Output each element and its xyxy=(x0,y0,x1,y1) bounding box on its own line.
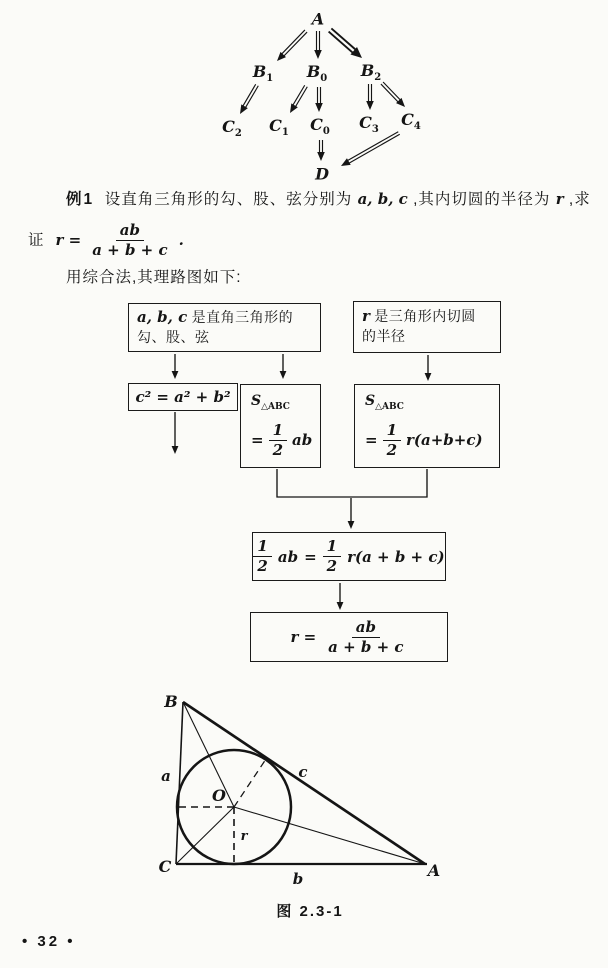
equation-rhs: r(a + b + c) xyxy=(347,547,445,566)
given-r-text2: 的半径 xyxy=(362,328,406,345)
diagram-node-C4: $C_4$ xyxy=(401,109,421,133)
claim-prefix: 证 xyxy=(28,231,45,249)
diagram-node-A: A xyxy=(311,9,325,29)
box-result xyxy=(250,612,448,662)
given-abc-text2: 勾、股、弦 xyxy=(137,329,210,346)
given-r-math: r xyxy=(362,307,370,325)
logic-diagram xyxy=(0,0,608,200)
equation-lhs: ab xyxy=(277,547,299,566)
math-r: r xyxy=(555,190,564,208)
area-r-symbol: $S_{\triangle ABC}$ xyxy=(365,393,404,412)
math-abc: a, b, c xyxy=(357,190,408,208)
diagram-node-C2: $C_2$ xyxy=(222,116,242,140)
area-r-rhs: r(a+b+c) xyxy=(406,431,483,450)
triangle-incircle-figure xyxy=(120,683,480,898)
flow-arrow xyxy=(337,583,344,610)
example-text-b: ,其内切圆的半径为 xyxy=(407,191,556,208)
example-text-c: ,求 xyxy=(563,191,591,208)
diagram-node-C3: $C_3$ xyxy=(359,112,379,136)
example-claim-formula xyxy=(28,221,184,260)
fraction-denominator: a + b + c xyxy=(92,240,168,259)
flow-arrow xyxy=(425,355,432,381)
result-fraction: $\frac{ab}{a + b + c}$ xyxy=(328,617,404,656)
example-text-a: 设直角三角形的勾、股、弦分别为 xyxy=(104,191,358,208)
pythagoras-formula: c² = a² + b² xyxy=(135,388,231,406)
area-ab-eq: = xyxy=(251,431,264,450)
hypotenuse-ab xyxy=(183,702,425,864)
example-label: 例1 xyxy=(66,191,95,208)
given-r-text1: 是三角形内切圆 xyxy=(369,308,476,324)
equation-half-1: $\frac{1}{2}$ xyxy=(253,537,271,576)
claim-fraction xyxy=(88,221,171,260)
area-ab-half: $\frac{1}{2}$ xyxy=(269,421,287,460)
box-pythagoras xyxy=(128,383,238,411)
claim-lhs: r = xyxy=(55,231,82,250)
diagram-node-C1: $C_1$ xyxy=(269,115,289,139)
vertex-c-label: C xyxy=(158,857,172,876)
fraction-numerator: ab xyxy=(116,221,144,241)
side-a-label: a xyxy=(161,767,171,785)
diagram-node-B0: $B_0$ xyxy=(306,61,328,85)
box-given-abc xyxy=(128,303,321,352)
diagram-node-B2: $B_2$ xyxy=(360,60,382,84)
area-ab-symbol: $S_{\triangle ABC}$ xyxy=(251,393,290,412)
vertex-b-label: B xyxy=(164,692,178,711)
claim-period: . xyxy=(178,231,184,250)
flow-arrow xyxy=(172,354,179,379)
radius-r-label: r xyxy=(240,829,248,844)
equation-eq: = xyxy=(304,547,317,566)
box-area-ab xyxy=(240,384,321,468)
given-abc-text1: 是直角三角形的 xyxy=(187,309,294,325)
result-lhs: r = xyxy=(290,628,317,646)
merge-connector xyxy=(277,469,427,497)
vertex-a-label: A xyxy=(427,861,441,880)
flow-arrow xyxy=(172,412,179,454)
given-abc-math: a, b, c xyxy=(137,308,188,326)
diagram-node-D: D xyxy=(315,164,329,184)
side-b-label: b xyxy=(292,870,304,888)
box-area-r xyxy=(354,384,500,468)
area-r-eq: = xyxy=(365,431,378,450)
figure-caption: 图 2.3-1 xyxy=(276,903,344,920)
side-c-label: c xyxy=(298,763,308,781)
flow-arrow xyxy=(348,498,355,529)
equation-half-2: $\frac{1}{2}$ xyxy=(323,537,341,576)
example-paragraph-line1 xyxy=(66,188,596,211)
area-ab-rhs: ab xyxy=(292,431,313,450)
diagram-node-C0: $C_0$ xyxy=(310,114,330,138)
method-line: 用综合法,其理路图如下: xyxy=(66,269,242,286)
box-given-r xyxy=(353,301,501,353)
flow-arrow xyxy=(280,354,287,379)
area-r-half: $\frac{1}{2}$ xyxy=(383,421,401,460)
diagram-node-B1: $B_1$ xyxy=(252,61,274,85)
page-number: • 32 • xyxy=(22,933,76,950)
radius-dashed-hypotenuse xyxy=(234,759,266,807)
box-equation xyxy=(252,532,446,581)
incenter-o-label: O xyxy=(212,786,226,805)
